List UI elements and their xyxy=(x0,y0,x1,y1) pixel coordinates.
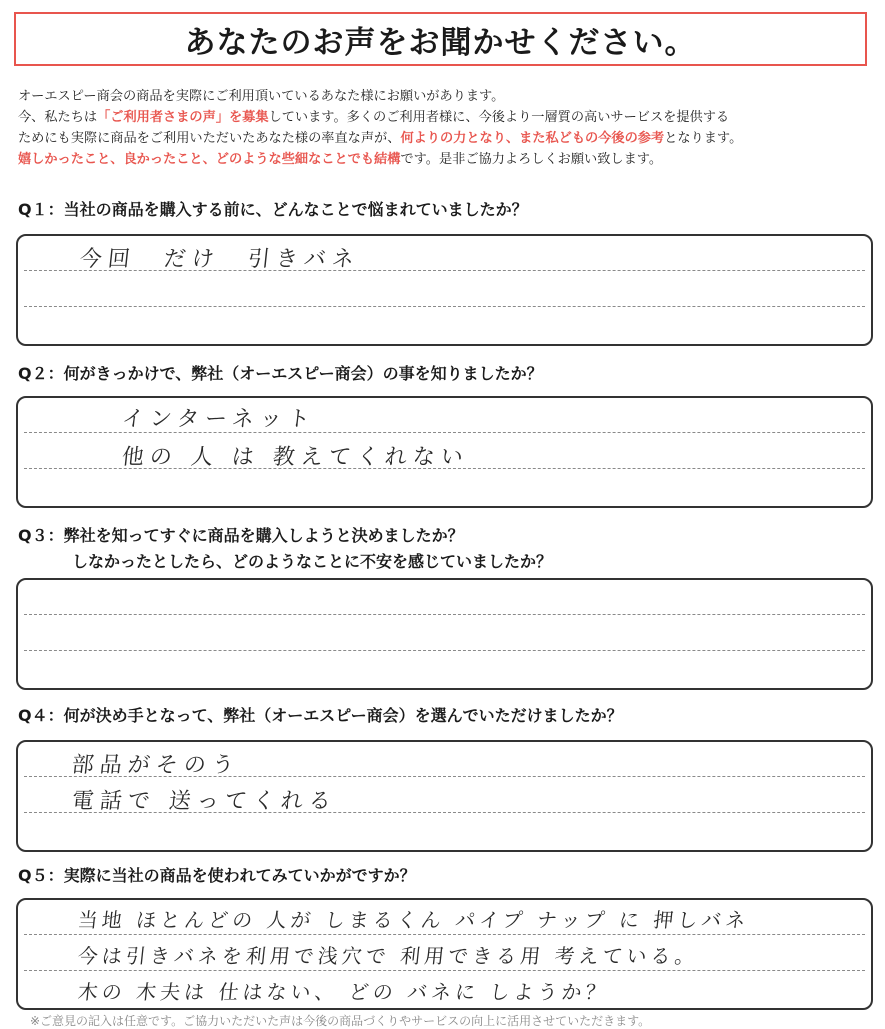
question-1: Q１：当社の商品を購入する前に、どんなことで悩まれていましたか？ xyxy=(18,200,528,219)
answer-box-5[interactable] xyxy=(16,898,873,1010)
intro-highlight-2: 何よりの力となり、また私どもの今後の参考 xyxy=(400,131,665,146)
intro-line-3-text-b: となります。 xyxy=(664,131,743,146)
answer-2-line-2: 他の 人 は 教えてくれない xyxy=(120,445,471,470)
answer-box-3[interactable] xyxy=(16,578,873,690)
answer-4-line-2: 電話で 送ってくれる xyxy=(70,789,339,814)
intro-line-4-text: です。是非ご協力よろしくお願い致します。 xyxy=(400,152,663,167)
question-5: Q５：実際に当社の商品を使われてみていかがですか？ xyxy=(18,866,416,885)
intro-highlight-1: 「ご利用者さまの声」を募集 xyxy=(97,110,269,125)
question-4: Q４：何が決め手となって、弊社（オーエスピー商会）を選んでいただけましたか？ xyxy=(18,706,623,725)
intro-line-2-text: 今、私たちは xyxy=(18,110,98,125)
answer-5-line-2: 今は引きバネを利用で浅穴で 利用できる用 考えている。 xyxy=(76,944,700,968)
answer-rule xyxy=(24,614,865,615)
intro-line-2 xyxy=(18,107,878,128)
intro-line-3-text: ためにも実際に商品をご利用いただいたあなた様の率直な声が、 xyxy=(18,131,401,146)
answer-2-line-1: インターネット xyxy=(120,407,318,432)
question-3-sub: しなかったとしたら、どのようなことに不安を感じていましたか？ xyxy=(72,552,553,571)
answer-5-line-1: 当地 ほとんどの 人が しまるくん パイプ ナップ に 押しバネ xyxy=(76,908,751,932)
answer-box-4[interactable] xyxy=(16,740,873,852)
intro-text xyxy=(18,86,878,170)
question-2: Q２：何がきっかけで、弊社（オーエスピー商会）の事を知りましたか？ xyxy=(18,364,543,383)
answer-rule xyxy=(24,934,865,935)
intro-line-1: オーエスピー商会の商品を実際にご利用頂いているあなた様にお願いがあります。 xyxy=(18,89,505,104)
answer-4-line-1: 部品がそのう xyxy=(70,753,242,778)
answer-rule xyxy=(24,970,865,971)
question-3: Q３：弊社を知ってすぐに商品を購入しようと決めましたか？ xyxy=(18,526,464,545)
answer-5-line-3: 木の 木夫は 仕はない、 どの バネに しようか？ xyxy=(76,980,611,1004)
intro-highlight-3: 嬉しかったこと、良かったこと、どのような些細なことでも結構 xyxy=(18,152,401,167)
answer-rule xyxy=(24,650,865,651)
intro-line-2-text-b: しています。多くのご利用者様に、今後より一層質の高いサービスを提供する xyxy=(268,110,730,125)
answer-box-1[interactable] xyxy=(16,234,873,346)
page-title: あなたのお声をお聞かせください。 xyxy=(184,24,697,61)
intro-line-3 xyxy=(18,128,878,149)
answer-rule xyxy=(24,306,865,307)
intro-line-4 xyxy=(18,149,878,170)
title-box xyxy=(14,12,867,66)
footer-note: ※ご意見の記入は任意です。ご協力いただいた声は今後の商品づくりやサービスの向上に活用させていただきます。 xyxy=(30,1014,651,1028)
answer-1-line-1: 今回 だけ 引きバネ xyxy=(78,247,362,272)
answer-box-2[interactable] xyxy=(16,396,873,508)
